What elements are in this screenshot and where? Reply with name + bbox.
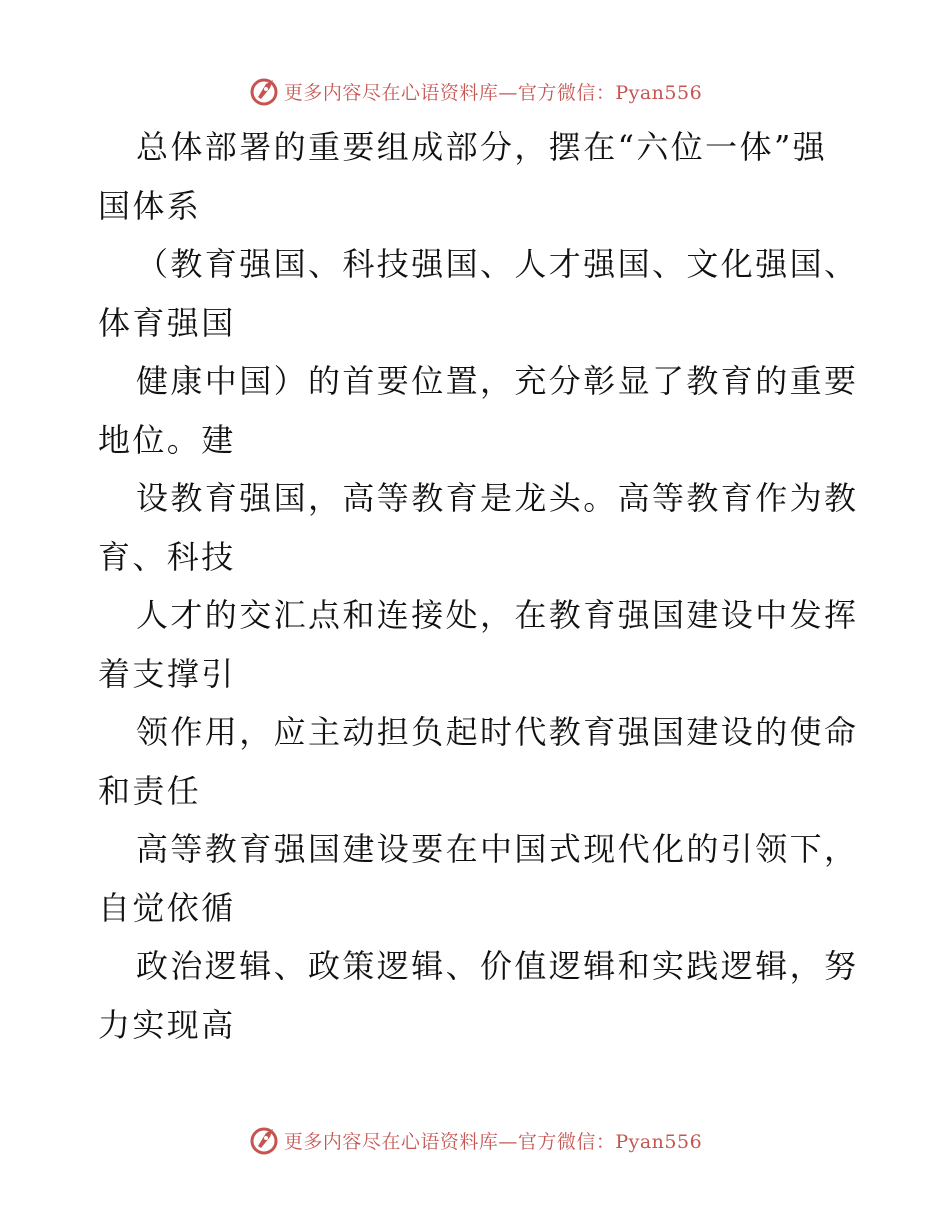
watermark-text: 更多内容尽在心语资料库—官方微信：Pyan556 — [283, 81, 703, 104]
header-watermark — [0, 71, 950, 111]
watermark-text: 更多内容尽在心语资料库—官方微信：Pyan556 — [283, 1130, 703, 1153]
text-line: 领作用，应主动担负起时代教育强国建设的使命 — [136, 713, 859, 751]
text-line: 着支撑引 — [98, 654, 236, 693]
text-line: 体育强国 — [98, 303, 236, 342]
pen-nib-circle-logo-icon — [248, 1124, 280, 1156]
text-line: 国体系 — [98, 186, 202, 225]
text-line: （教育强国、科技强国、人才强国、文化强国、 — [136, 245, 859, 283]
footer-watermark — [0, 1120, 950, 1160]
document-body — [98, 118, 859, 1054]
text-line: 育、科技 — [98, 537, 236, 576]
pen-nib-circle-logo-icon — [248, 75, 280, 107]
text-line: 和责任 — [98, 771, 202, 810]
text-line: 地位。建 — [98, 420, 236, 459]
text-line: 高等教育强国建设要在中国式现代化的引领下， — [136, 830, 859, 868]
text-line: 政治逻辑、政策逻辑、价值逻辑和实践逻辑，努 — [136, 947, 859, 985]
text-line: 设教育强国，高等教育是龙头。高等教育作为教 — [136, 479, 859, 517]
text-line: 健康中国）的首要位置，充分彰显了教育的重要 — [136, 362, 859, 400]
text-line: 自觉依循 — [98, 888, 236, 927]
text-line: 人才的交汇点和连接处，在教育强国建设中发挥 — [136, 596, 859, 634]
text-line: 力实现高 — [98, 1005, 236, 1044]
text-line: 总体部署的重要组成部分，摆在“六位一体”强 — [136, 128, 828, 166]
